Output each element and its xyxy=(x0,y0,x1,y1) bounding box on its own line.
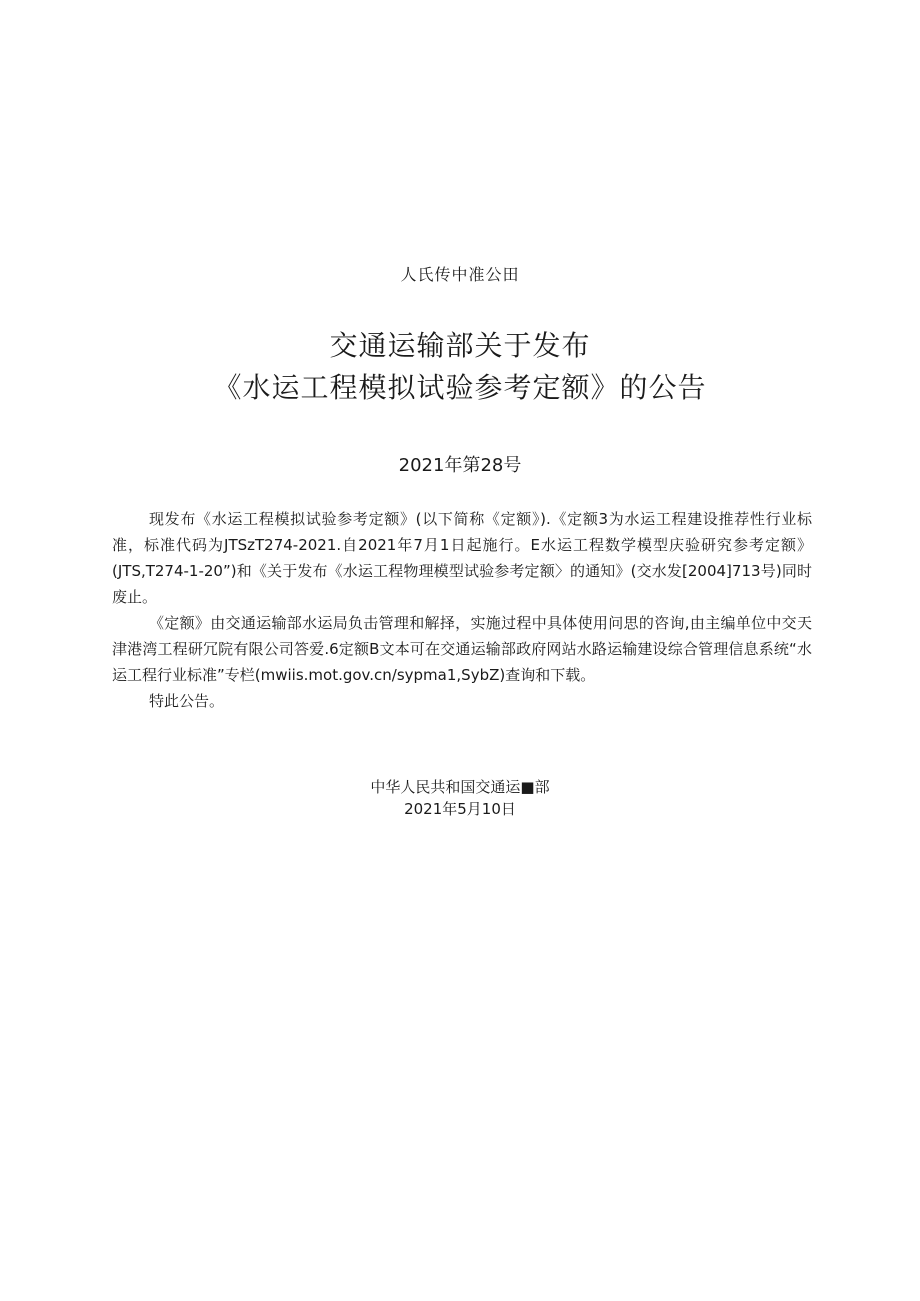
body-paragraph: 现发布《水运工程模拟试验参考定额》(以下简称《定额》).《定额3为水运工程建设推荐性行业标准，标准代码为JTSzT274-2021.自2021年7月1日起施行。E水运工程数学模型庆验研究参考定额》(JTS,T274-1-20”)和《关于发布《水运工程物理模型试验参考定额〉的通知》(交水发[2004]713号)同时废止。 xyxy=(112,510,812,606)
announcement-title-line-1: 交通运输部关于发布 xyxy=(329,329,591,362)
announcement-title-line-2: 《水运工程模拟试验参考定额》的公告 xyxy=(213,371,707,404)
body-paragraph: 《定额》由交通运输部水运局负击管理和解择，实施过程中具体使用问思的咨询,由主编单位中交天津港湾工程研冗院有限公司答爱.6定额B文本可在交通运输部政府网站水路运输建设综合管理信息系统“水运工程行业标准”专栏(mwiis.mot.gov.cn/sypma1,SybZ)查询和下载。 xyxy=(112,614,812,684)
publisher-header: 人氏传中准公田 xyxy=(400,265,520,284)
document-number: 2021年第28号 xyxy=(398,455,522,476)
issuing-organization: 中华人民共和国交通运■部 xyxy=(370,778,550,796)
announcement-body xyxy=(112,506,812,714)
issue-date: 2021年5月10日 xyxy=(404,800,516,818)
body-paragraph: 特此公告。 xyxy=(149,692,225,710)
signature-block xyxy=(0,776,920,820)
